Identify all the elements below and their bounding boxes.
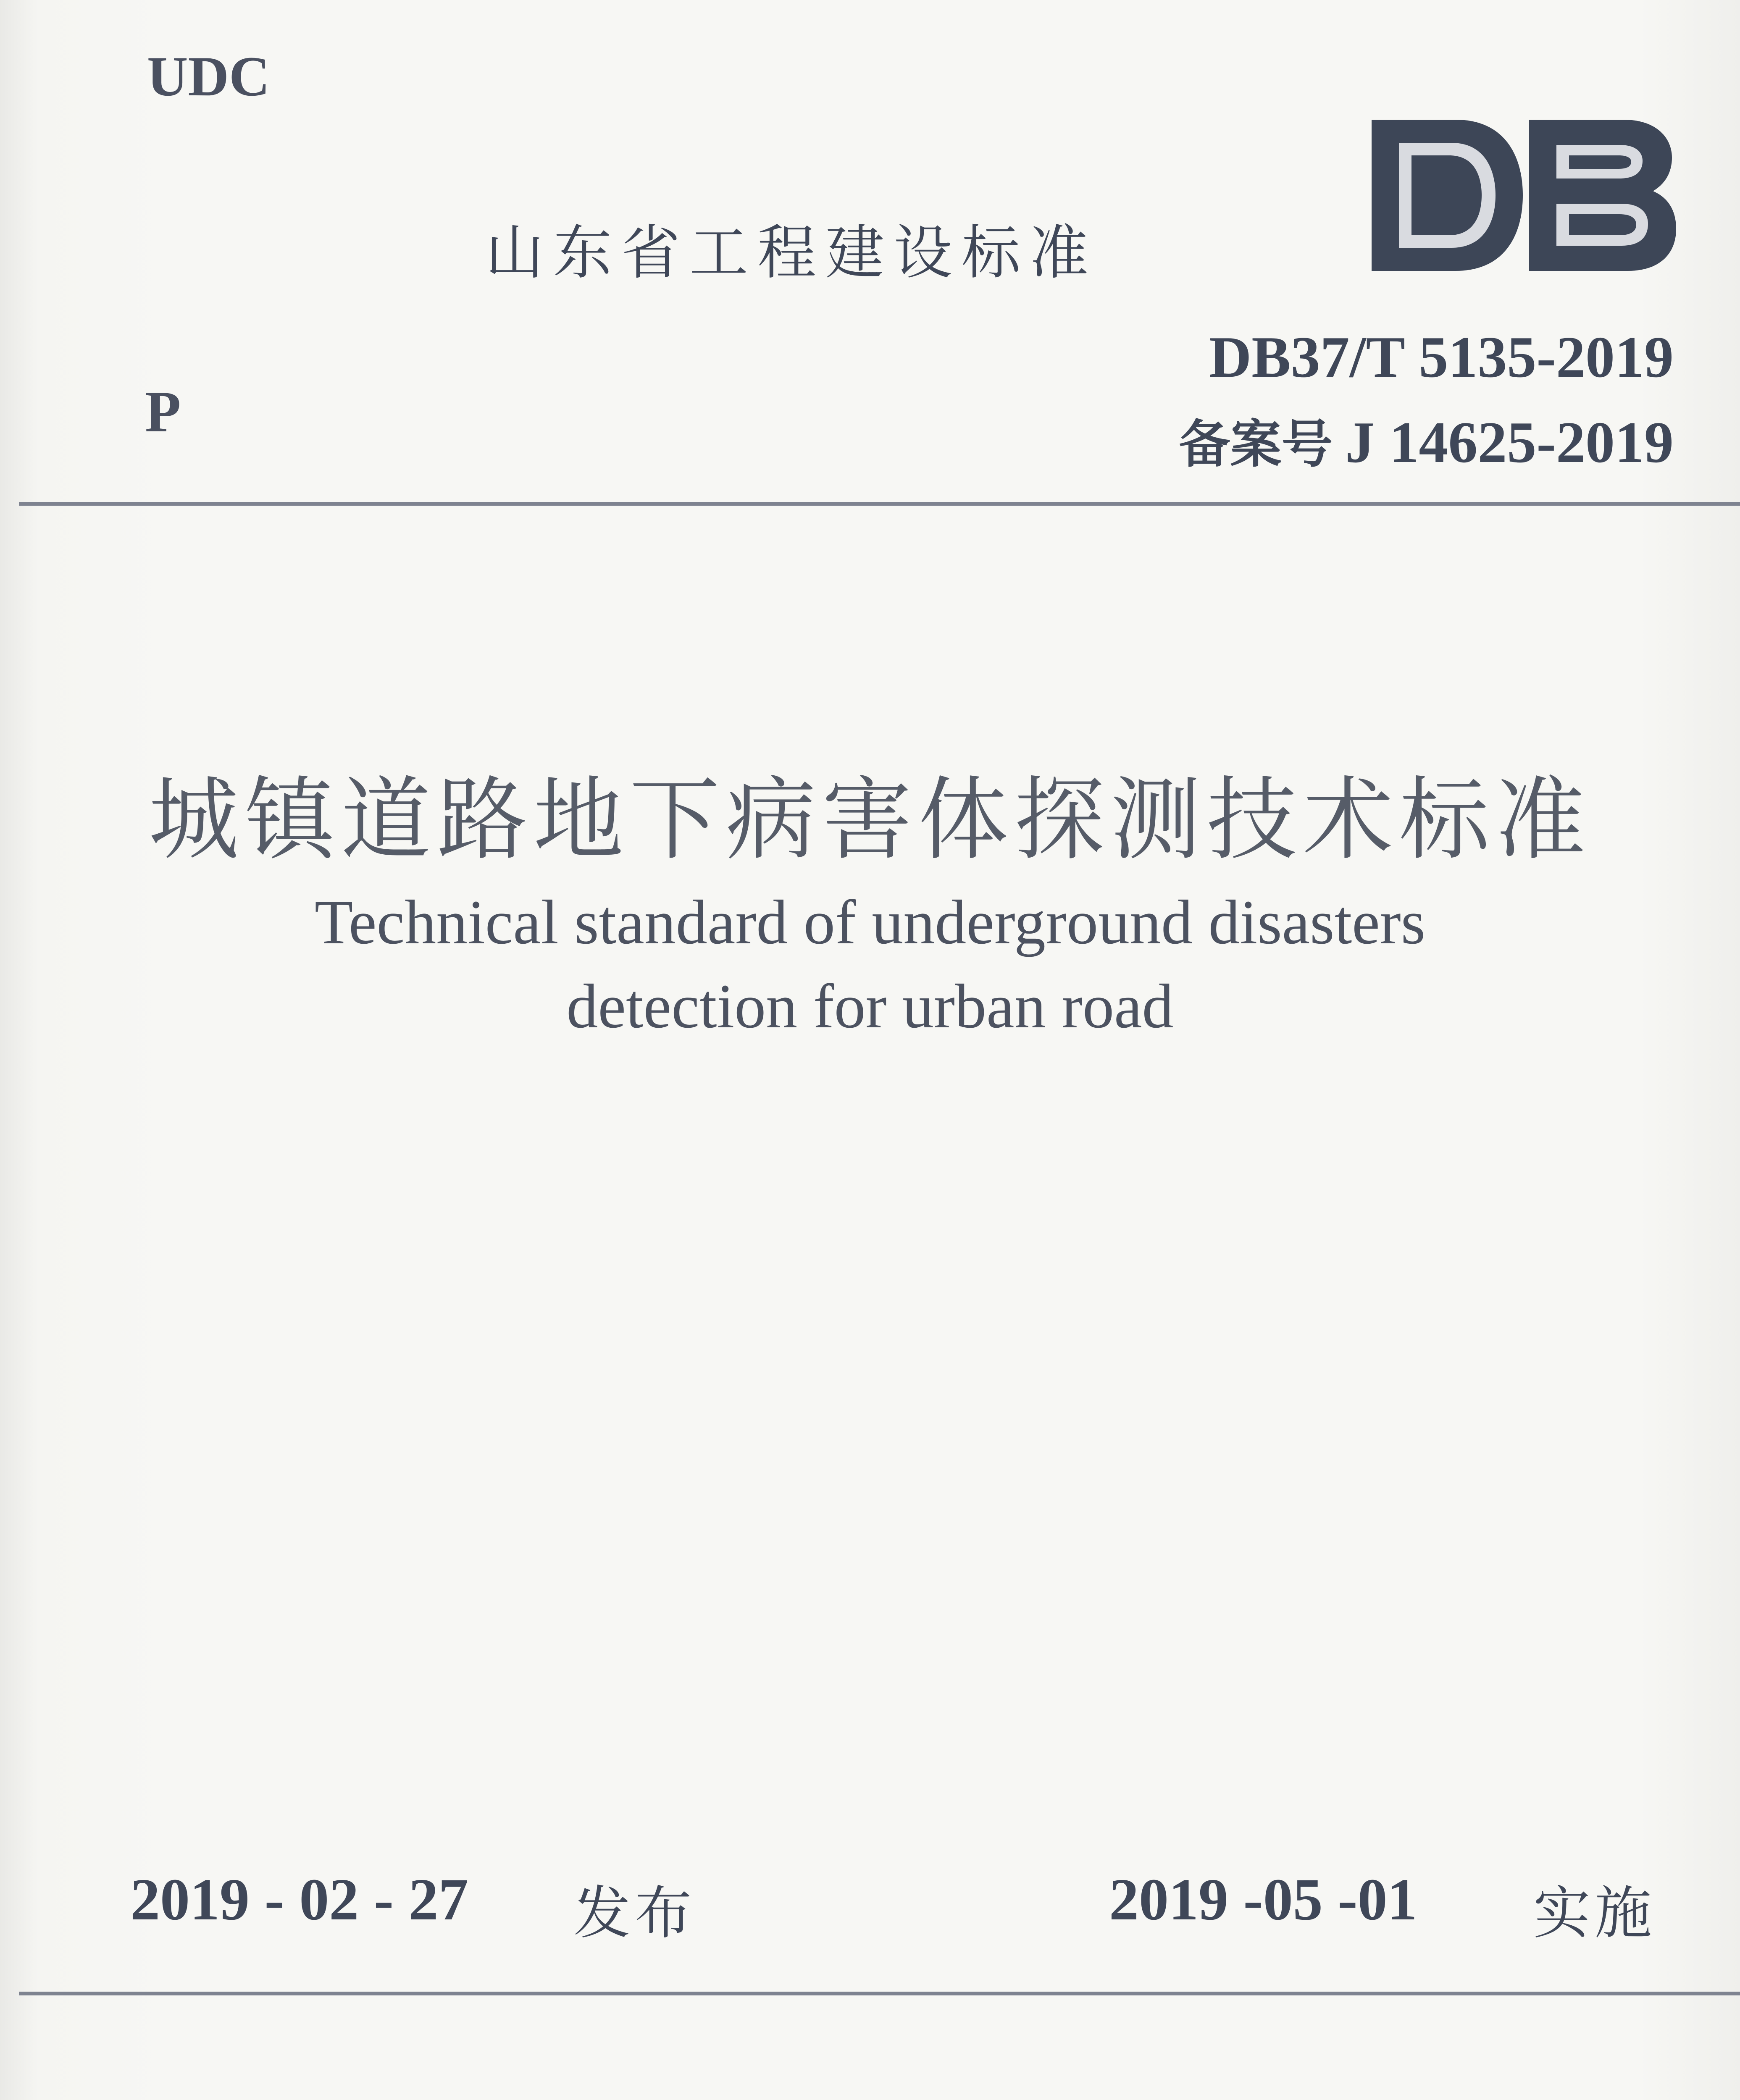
publisher-series: 山东省工程建设标准 bbox=[485, 219, 1098, 287]
title-english-line-1: Technical standard of underground disasters bbox=[314, 887, 1426, 957]
issue-date: 2019 - 02 - 27 bbox=[130, 1866, 468, 1932]
top-divider bbox=[19, 502, 1740, 506]
classification-code: P bbox=[145, 379, 181, 444]
implementation-label: 实施 bbox=[1533, 1880, 1656, 1947]
standard-number: DB37/T 5135-2019 bbox=[1209, 325, 1674, 390]
bottom-divider bbox=[19, 1992, 1740, 1995]
implementation-date: 2019 -05 -01 bbox=[1109, 1866, 1417, 1932]
db-logo bbox=[1367, 116, 1680, 275]
issue-label: 发布 bbox=[573, 1880, 696, 1947]
record-label: 备案号 bbox=[1179, 415, 1333, 474]
title-english-line-2: detection for urban road bbox=[566, 971, 1174, 1041]
record-number-line bbox=[1179, 403, 1674, 477]
record-number: J 14625-2019 bbox=[1345, 410, 1674, 475]
udc-label: UDC bbox=[147, 45, 270, 108]
title-chinese: 城镇道路地下病害体探测技术标准 bbox=[148, 770, 1592, 871]
